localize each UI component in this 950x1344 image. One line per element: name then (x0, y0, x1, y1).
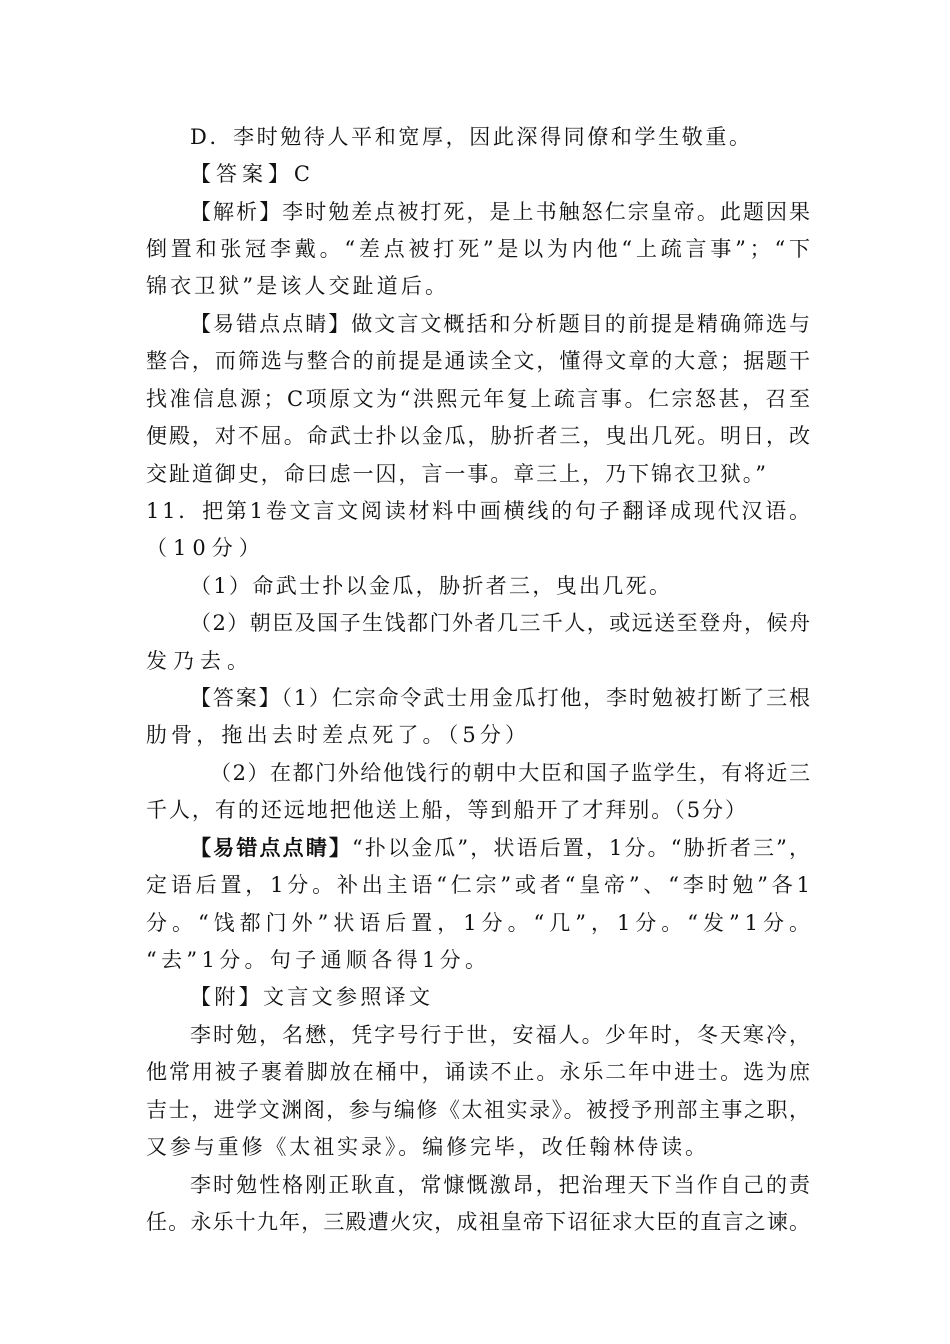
translation-line-6: 任。永乐十九年，三殿遭火灾，成祖皇帝下诏征求大臣的直言之谏。 (146, 1210, 812, 1234)
answer-11-line-4: 千人，有的还远地把他送上船，等到船开了才拜别。（5分） (146, 798, 748, 822)
answer-line: 【答案】C (190, 162, 315, 186)
tip-line-2: 整合，而筛选与整合的前提是通读全文，懂得文章的大意；据题干 (146, 349, 812, 373)
question-11-sentence-2-line-1: （2）朝臣及国子生饯都门外者几三千人，或远送至登舟，候舟 (190, 611, 812, 635)
translation-line-3: 吉士，进学文渊阁，参与编修《太祖实录》。被授予刑部主事之职， (146, 1098, 812, 1122)
answer-11-line-2: 肋骨，拖出去时差点死了。（5分） (146, 723, 531, 747)
translation-line-1: 李时勉，名懋，凭字号行于世，安福人。少年时，冬天寒冷， (190, 1023, 813, 1047)
analysis-line-1: 【解析】李时勉差点被打死，是上书触怒仁宗皇帝。此题因果 (190, 200, 813, 224)
tip-2-line-4: “去”1分。句子通顺各得1分。 (146, 948, 491, 972)
tip-2-line-3: 分。“饯都门外”状语后置，1分。“几”，1分。“发”1分。 (146, 911, 815, 935)
tip-2-heading: 【易错点点睛】 (190, 835, 353, 860)
tip-line-1: 【易错点点睛】做文言文概括和分析题目的前提是精确筛选与 (190, 312, 813, 336)
option-d-line: D．李时勉待人平和宽厚，因此深得同僚和学生敬重。 (190, 125, 753, 149)
question-11-points: （10分） (146, 536, 266, 560)
tip-2-line-2: 定语后置，1分。补出主语“仁宗”或者“皇帝”、“李时勉”各1 (146, 873, 814, 897)
analysis-line-3: 锦衣卫狱”是该人交趾道后。 (146, 274, 450, 298)
tip-line-4: 便殿，对不屈。命武士扑以金瓜，胁折者三，曳出几死。明日，改 (146, 424, 812, 448)
translation-line-5: 李时勉性格刚正耿直，常慷慨激昂，把治理天下当作自己的责 (190, 1173, 813, 1197)
answer-11-line-3: （2）在都门外给他饯行的朝中大臣和国子监学生，有将近三 (210, 761, 812, 785)
translation-line-2: 他常用被子裹着脚放在桶中，诵读不止。永乐二年中进士。选为庶 (146, 1060, 812, 1084)
tip-2-line-1: “扑以金瓜”，状语后置，1分。“胁折者三”， (352, 836, 813, 860)
appendix-heading: 【附】文言文参照译文 (190, 985, 434, 1009)
question-11-sentence-1: （1）命武士扑以金瓜，胁折者三，曳出几死。 (190, 574, 673, 598)
translation-line-4: 又参与重修《太祖实录》。编修完毕，改任翰林侍读。 (146, 1135, 709, 1159)
answer-11-line-1: 【答案】（1）仁宗命令武士用金瓜打他，李时勉被打断了三根 (190, 686, 812, 710)
tip-line-3: 找准信息源；C项原文为“洪熙元年复上疏言事。仁宗怒甚，召至 (146, 387, 813, 411)
tip-line-5: 交趾道御史，命曰虑一囚，言一事。章三上，乃下锦衣卫狱。” (146, 462, 768, 486)
question-11-line-1: 11．把第1卷文言文阅读材料中画横线的句子翻译成现代汉语。 (146, 499, 813, 523)
analysis-line-2: 倒置和张冠李戴。“差点被打死”是以为内他“上疏言事”；“下 (146, 237, 814, 261)
question-11-sentence-2-line-2: 发乃去。 (146, 649, 254, 673)
